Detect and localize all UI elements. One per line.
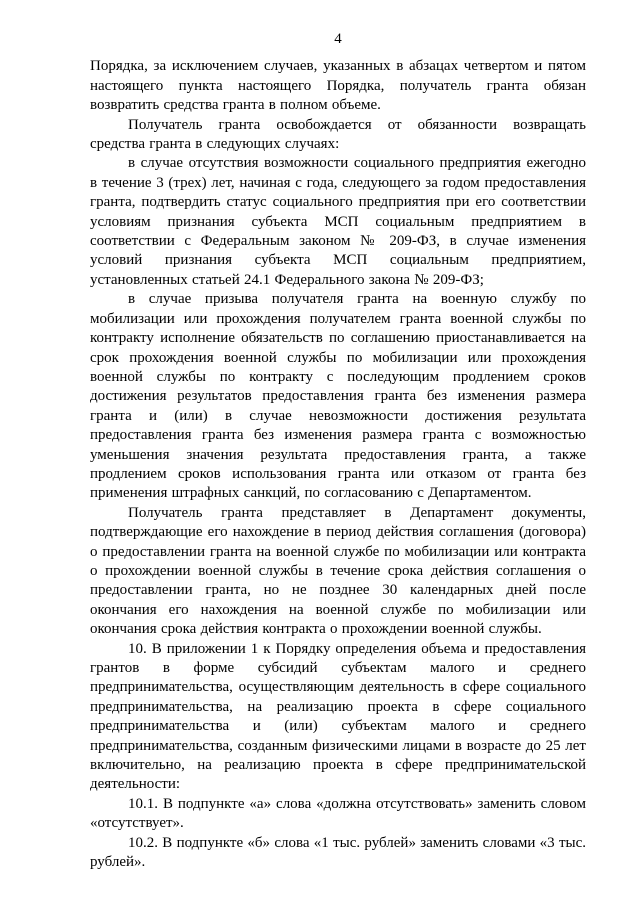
paragraph: 10.1. В подпункте «а» слова «должна отсутствовать» заменить словом «отсутствует». [90,795,586,832]
page-number: 4 [334,31,342,47]
document-body [90,57,586,872]
paragraph: Порядка, за исключением случаев, указанных в абзацах четвертом и пятом настоящего пункта настоящего Порядка, получатель гранта обязан возвратить средства гранта в полном объеме. [90,58,586,114]
paragraph: 10. В приложении 1 к Порядку определения объема и предоставления грантов в форме субсидий субъектам малого и среднего предпринимательства, осуществляющим деятельность в сфере социального предпринимательства, на реализацию проекта в сфере социального предпринимательства и (или) субъектам малого и среднего предпринимательства, созданным физическими лицами в возрасте до 25 лет включительно, на реализацию проекта в сфере предпринимательской деятельности: [90,640,586,793]
paragraph: в случае отсутствия возможности социального предприятия ежегодно в течение 3 (трех) лет, начиная с года, следующего за годом предоставления гранта, подтвердить статус социального предприятия при его соответствии условиям признания субъекта МСП социальным предприятием в соответствии с Федеральным законом № 209-ФЗ, в случае изменения условий признания субъекта МСП социальным предприятием, установленных статьей 24.1 Федерального закона № 209-ФЗ; [90,155,586,288]
paragraph: Получатель гранта освобождается от обязанности возвращать средства гранта в следующих случаях: [90,116,586,153]
paragraph: Получатель гранта представляет в Департамент документы, подтверждающие его нахождение в период действия соглашения (договора) о предоставлении гранта на военной службе по мобилизации или контракта о прохождении военной службы в течение срока действия соглашения о предоставлении гранта, но не позднее 30 календарных дней после окончания его нахождения на военной службе по мобилизации или окончания срока действия контракта о прохождении военной службы. [90,504,586,638]
paragraph: 10.2. В подпункте «б» слова «1 тыс. рублей» заменить словами «3 тыс. рублей». [90,834,586,871]
paragraph: в случае призыва получателя гранта на военную службу по мобилизации или прохождения получателем гранта военной службы по контракту исполнение обязательств по соглашению приостанавливается на срок прохождения военной службы по мобилизации или прохождения военной службы по контракту с последующим продлением сроков достижения результатов предоставления гранта без изменения размера гранта и (или) в случае невозможности достижения результата предоставления гранта без изменения размера гранта с возможностью уменьшения значения результата предоставления гранта, а также продлением сроков использования гранта или отказом от гранта без применения штрафных санкций, по согласованию с Департаментом. [90,291,586,502]
